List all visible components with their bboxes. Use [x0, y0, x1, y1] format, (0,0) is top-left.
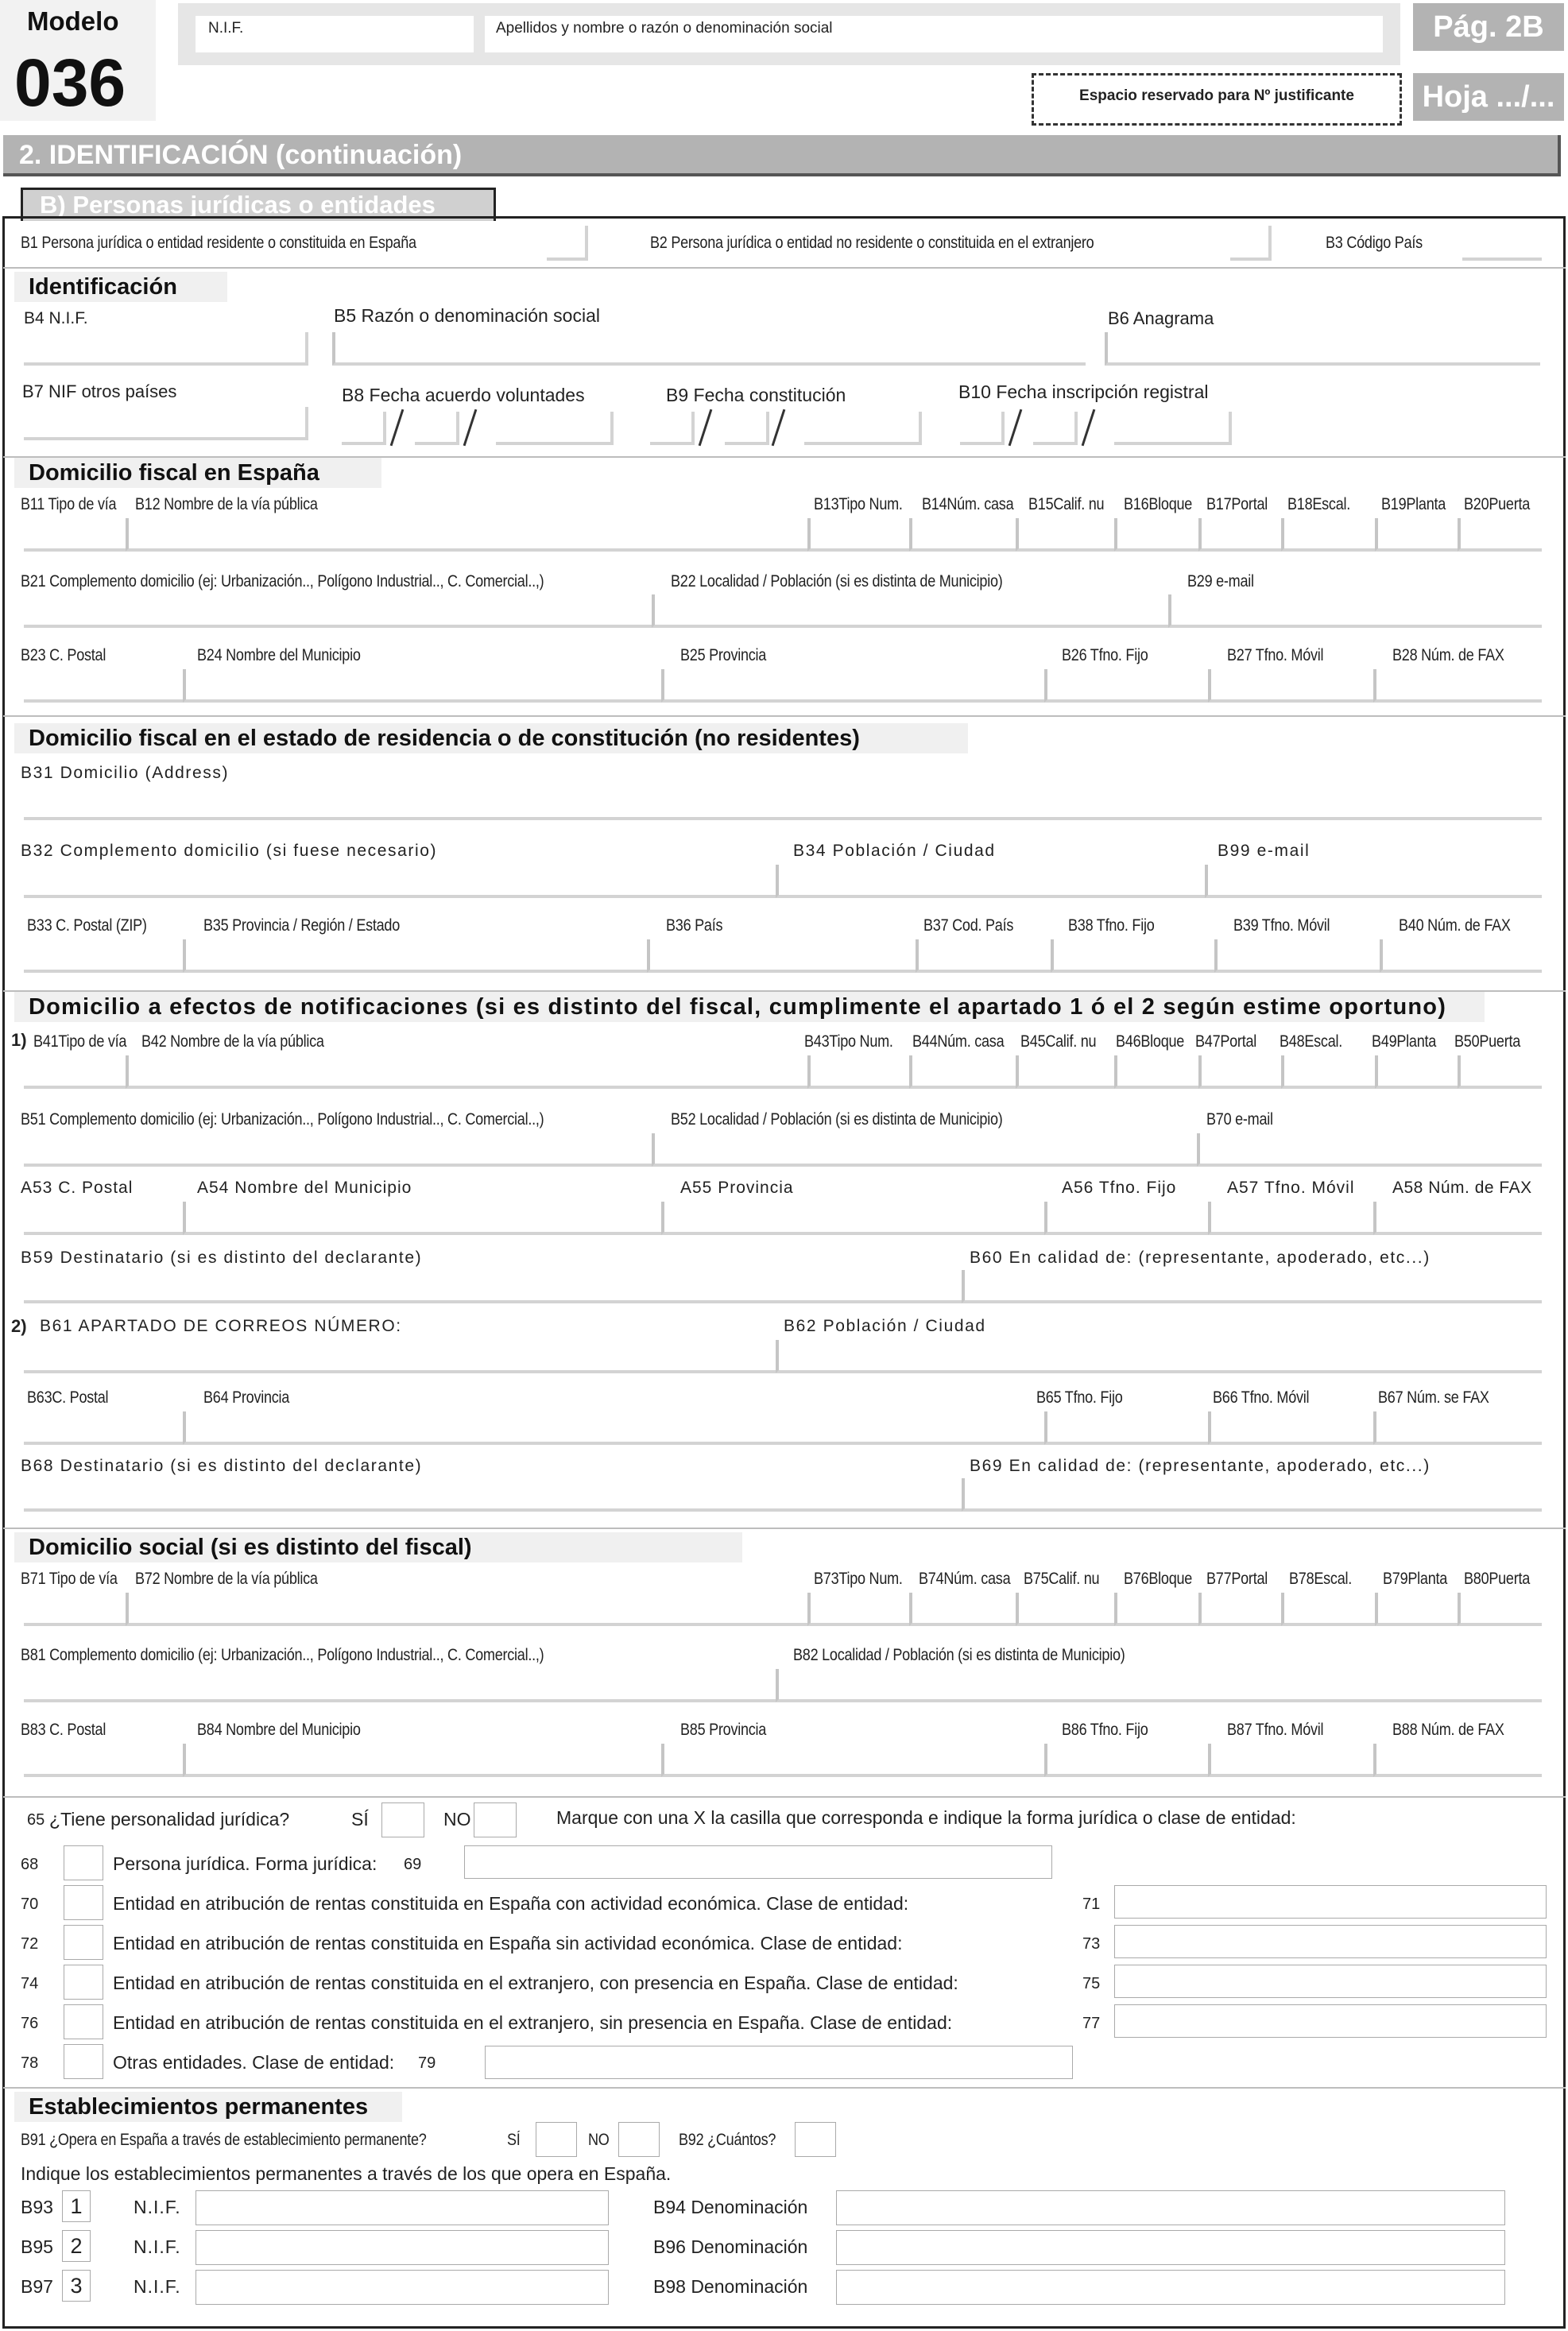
b85-field[interactable] [661, 1744, 1044, 1777]
row-nif-field[interactable] [196, 2230, 609, 2265]
modelo-number: 036 [14, 45, 126, 120]
b9-year[interactable] [804, 412, 922, 445]
b13-field[interactable] [807, 518, 909, 552]
b51-field[interactable] [24, 1133, 652, 1167]
b6-label: B6 Anagrama [1108, 308, 1214, 328]
row-checkbox[interactable] [64, 1885, 103, 1920]
modelo-label: Modelo [27, 6, 119, 36]
b17-field[interactable] [1198, 518, 1281, 552]
b18-field[interactable] [1281, 518, 1375, 552]
a53-label: A53 C. Postal [21, 1179, 134, 1197]
q65-number: 65 [27, 1811, 45, 1829]
row-number: 68 [21, 1856, 39, 1873]
a55-field[interactable] [661, 1202, 1044, 1235]
b9-day[interactable] [650, 412, 695, 445]
b10-label: B10 Fecha inscripción registral [958, 381, 1209, 402]
b64-field[interactable] [183, 1411, 1044, 1445]
b32-field[interactable] [24, 865, 776, 898]
b77-label: B77Portal [1206, 1570, 1268, 1588]
a56-label: A56 Tfno. Fijo [1062, 1179, 1177, 1197]
b3-field[interactable] [1462, 226, 1542, 261]
b37-field[interactable] [916, 939, 1051, 973]
row-checkbox[interactable] [64, 2044, 103, 2079]
b45-field[interactable] [1016, 1055, 1114, 1089]
b99-field[interactable] [1205, 865, 1542, 898]
a55-label: A55 Provincia [680, 1179, 794, 1197]
b36-field[interactable] [647, 939, 916, 973]
b69-field[interactable] [962, 1478, 1542, 1512]
b13-label: B13Tipo Num. [814, 495, 903, 513]
b22-label: B22 Localidad / Población (si es distinta de Municipio) [671, 572, 1003, 590]
row-field[interactable] [1114, 1885, 1547, 1919]
b83-field[interactable] [24, 1744, 183, 1777]
b44-field[interactable] [909, 1055, 1016, 1089]
b66-label: B66 Tfno. Móvil [1213, 1388, 1310, 1407]
b74-field[interactable] [909, 1593, 1016, 1626]
b33-field[interactable] [24, 939, 183, 973]
b82-field[interactable] [776, 1669, 1542, 1702]
b8-month[interactable] [415, 412, 459, 445]
b12-label: B12 Nombre de la vía pública [135, 495, 318, 513]
a57-label: A57 Tfno. Móvil [1227, 1179, 1355, 1197]
b24-label: B24 Nombre del Municipio [197, 646, 361, 664]
b22-field[interactable] [652, 594, 1168, 628]
opt1-label: 1) [11, 1030, 27, 1050]
b81-field[interactable] [24, 1669, 776, 1702]
b4-field[interactable] [24, 332, 308, 366]
b1-checkbox[interactable] [547, 226, 588, 261]
b2-checkbox[interactable] [1230, 226, 1272, 261]
b64-label: B64 Provincia [203, 1388, 290, 1407]
b20-label: B20Puerta [1464, 495, 1531, 513]
b91-si-label: SÍ [507, 2131, 521, 2149]
row-nif-field[interactable] [196, 2270, 609, 2305]
b1-label: B1 Persona jurídica o entidad residente o constituida en España [21, 234, 416, 252]
b76-field[interactable] [1114, 1593, 1198, 1626]
b19-field[interactable] [1375, 518, 1458, 552]
row-den-field[interactable] [836, 2230, 1505, 2265]
b52-field[interactable] [652, 1133, 1197, 1167]
b48-label: B48Escal. [1280, 1032, 1342, 1051]
b50-label: B50Puerta [1454, 1032, 1521, 1051]
row-field[interactable] [1114, 1965, 1547, 1998]
b65-label: B65 Tfno. Fijo [1036, 1388, 1123, 1407]
b91-no-checkbox[interactable] [618, 2122, 660, 2157]
b92-field[interactable] [795, 2122, 836, 2157]
row-index-box: 2 [62, 2230, 91, 2262]
b68-label: B68 Destinatario (si es distinto del declarante) [21, 1457, 423, 1475]
row-code: 71 [1082, 1895, 1101, 1913]
row-den-label: B98 Denominación [653, 2276, 808, 2297]
b71-label: B71 Tipo de vía [21, 1570, 118, 1588]
b27-field[interactable] [1208, 669, 1373, 703]
b21-label: B21 Complemento domicilio (ej: Urbanización.., Polígono Industrial.., C. Comercial..,) [21, 572, 544, 590]
social-title: Domicilio social (si es distinto del fiscal) [14, 1532, 742, 1562]
b12-field[interactable] [126, 518, 807, 552]
row-field[interactable] [485, 2046, 1073, 2079]
b16-field[interactable] [1114, 518, 1198, 552]
b80-field[interactable] [1458, 1593, 1542, 1626]
row-nif-label: N.I.F. [134, 2236, 181, 2257]
b37-label: B37 Cod. País [923, 916, 1014, 935]
b78-label: B78Escal. [1289, 1570, 1352, 1588]
b14-field[interactable] [909, 518, 1016, 552]
b45-label: B45Calif. nu [1020, 1032, 1097, 1051]
b66-field[interactable] [1208, 1411, 1373, 1445]
b28-field[interactable] [1373, 669, 1542, 703]
b34-field[interactable] [776, 865, 1205, 898]
b67-label: B67 Núm. se FAX [1378, 1388, 1489, 1407]
b2-label: B2 Persona jurídica o entidad no residente o constituida en el extranjero [650, 234, 1094, 252]
row-code: B97 [21, 2276, 53, 2297]
row-number: 76 [21, 2015, 39, 2032]
b69-label: B69 En calidad de: (representante, apoderado, etc...) [970, 1457, 1431, 1475]
b3-label: B3 Código País [1326, 234, 1423, 252]
b24-field[interactable] [183, 669, 661, 703]
b34-label: B34 Población / Ciudad [793, 842, 996, 860]
indique-text: Indique los establecimientos permanentes a través de los que opera en España. [21, 2163, 672, 2184]
b28-label: B28 Núm. de FAX [1392, 646, 1504, 664]
b40-field[interactable] [1380, 939, 1542, 973]
b68-field[interactable] [24, 1478, 962, 1512]
row-field[interactable] [1114, 1925, 1547, 1958]
b48-field[interactable] [1281, 1055, 1375, 1089]
b44-label: B44Núm. casa [912, 1032, 1005, 1051]
a57-field[interactable] [1208, 1202, 1373, 1235]
page-badge: Pág. 2B [1413, 3, 1564, 51]
row-code: 77 [1082, 2015, 1101, 2032]
b79-field[interactable] [1375, 1593, 1458, 1626]
row-code: 79 [418, 2054, 436, 2072]
b15-label: B15Calif. nu [1028, 495, 1105, 513]
b31-field[interactable] [24, 787, 1542, 820]
b17-label: B17Portal [1206, 495, 1268, 513]
b41-field[interactable] [24, 1055, 126, 1089]
b25-field[interactable] [661, 669, 1044, 703]
row-checkbox[interactable] [64, 1845, 103, 1880]
b43-field[interactable] [807, 1055, 909, 1089]
b27-label: B27 Tfno. Móvil [1227, 646, 1324, 664]
q65-si-checkbox[interactable] [381, 1802, 424, 1837]
section-title: 2. IDENTIFICACIÓN (continuación) [19, 140, 463, 170]
b74-label: B74Núm. casa [919, 1570, 1011, 1588]
b38-field[interactable] [1051, 939, 1214, 973]
marque-instruction: Marque con una X la casilla que corresponda e indique la forma jurídica o clase de entidad: [556, 1807, 1296, 1828]
apellidos-label: Apellidos y nombre o razón o denominación social [496, 20, 833, 37]
b47-field[interactable] [1198, 1055, 1281, 1089]
b31-label: B31 Domicilio (Address) [21, 764, 230, 782]
b19-label: B19Planta [1381, 495, 1446, 513]
row-index-box: 3 [62, 2270, 91, 2302]
opt2-label: 2) [11, 1316, 27, 1336]
b47-label: B47Portal [1195, 1032, 1256, 1051]
b91-si-checkbox[interactable] [536, 2122, 577, 2157]
b26-label: B26 Tfno. Fijo [1062, 646, 1148, 664]
b49-label: B49Planta [1372, 1032, 1437, 1051]
b49-field[interactable] [1375, 1055, 1458, 1089]
b9-month[interactable] [725, 412, 769, 445]
row-field[interactable] [464, 1845, 1052, 1879]
b91-label: B91 ¿Opera en España a través de establecimiento permanente? [21, 2131, 427, 2149]
b63-field[interactable] [24, 1411, 183, 1445]
b42-field[interactable] [126, 1055, 807, 1089]
b99-label: B99 e-mail [1218, 842, 1311, 860]
b71-field[interactable] [24, 1593, 126, 1626]
b62-label: B62 Población / Ciudad [784, 1317, 986, 1335]
b10-year[interactable] [1114, 412, 1232, 445]
b61-field[interactable] [24, 1340, 776, 1373]
b76-label: B76Bloque [1124, 1570, 1193, 1588]
b85-label: B85 Provincia [680, 1721, 767, 1739]
justificante-label: Espacio reservado para Nº justificante [1079, 87, 1354, 104]
b70-field[interactable] [1197, 1133, 1542, 1167]
b39-field[interactable] [1214, 939, 1380, 973]
b36-label: B36 País [666, 916, 723, 935]
row-code: 73 [1082, 1935, 1101, 1953]
b72-label: B72 Nombre de la vía pública [135, 1570, 318, 1588]
b21-field[interactable] [24, 594, 652, 628]
b88-field[interactable] [1373, 1744, 1542, 1777]
b6-field[interactable] [1105, 332, 1540, 366]
b82-label: B82 Localidad / Población (si es distinta de Municipio) [793, 1646, 1125, 1664]
b8-label: B8 Fecha acuerdo voluntades [342, 385, 585, 405]
q65-si-label: SÍ [351, 1809, 369, 1830]
b8-year[interactable] [496, 412, 614, 445]
row-code: B95 [21, 2236, 53, 2257]
b23-label: B23 C. Postal [21, 646, 106, 664]
b7-field[interactable] [24, 407, 308, 440]
b60-label: B60 En calidad de: (representante, apoderado, etc...) [970, 1249, 1431, 1267]
row-code: 69 [404, 1856, 422, 1873]
b14-label: B14Núm. casa [922, 495, 1014, 513]
b84-field[interactable] [183, 1744, 661, 1777]
q65-label: ¿Tiene personalidad jurídica? [49, 1809, 290, 1830]
b43-label: B43Tipo Num. [804, 1032, 893, 1051]
b46-label: B46Bloque [1116, 1032, 1185, 1051]
nif-label: N.I.F. [208, 20, 244, 37]
q65-no-checkbox[interactable] [474, 1802, 517, 1837]
b87-label: B87 Tfno. Móvil [1227, 1721, 1324, 1739]
b50-field[interactable] [1458, 1055, 1542, 1089]
row-text: Entidad en atribución de rentas constituida en España sin actividad económica. Clase de entidad: [113, 1933, 903, 1953]
row-number: 78 [21, 2054, 39, 2072]
b9-label: B9 Fecha constitución [666, 385, 846, 405]
b63-label: B63C. Postal [27, 1388, 109, 1407]
row-den-label: B94 Denominación [653, 2197, 808, 2217]
b72-field[interactable] [126, 1593, 807, 1626]
b84-label: B84 Nombre del Municipio [197, 1721, 361, 1739]
b39-label: B39 Tfno. Móvil [1233, 916, 1330, 935]
b26-field[interactable] [1044, 669, 1208, 703]
b81-label: B81 Complemento domicilio (ej: Urbanización.., Polígono Industrial.., C. Comercial..,) [21, 1646, 544, 1664]
a54-field[interactable] [183, 1202, 661, 1235]
b41-label: B41Tipo de vía [33, 1032, 127, 1051]
b11-field[interactable] [24, 518, 126, 552]
row-checkbox[interactable] [64, 2004, 103, 2039]
b62-field[interactable] [776, 1340, 1542, 1373]
establecimientos-title: Establecimientos permanentes [14, 2092, 402, 2122]
b65-field[interactable] [1044, 1411, 1208, 1445]
identificacion-title: Identificación [14, 272, 227, 302]
b33-label: B33 C. Postal (ZIP) [27, 916, 147, 935]
a56-field[interactable] [1044, 1202, 1208, 1235]
row-text: Entidad en atribución de rentas constituida en el extranjero, con presencia en España. Clase de entidad: [113, 1973, 958, 1993]
b7-label: B7 NIF otros países [22, 381, 177, 401]
b73-field[interactable] [807, 1593, 909, 1626]
b73-label: B73Tipo Num. [814, 1570, 903, 1588]
row-nif-field[interactable] [196, 2190, 609, 2225]
b75-label: B75Calif. nu [1024, 1570, 1100, 1588]
b88-label: B88 Núm. de FAX [1392, 1721, 1504, 1739]
b59-field[interactable] [24, 1270, 962, 1303]
b77-field[interactable] [1198, 1593, 1281, 1626]
row-text: Entidad en atribución de rentas constituida en España con actividad económica. Clase de entidad: [113, 1893, 909, 1914]
a53-field[interactable] [24, 1202, 183, 1235]
b46-field[interactable] [1114, 1055, 1198, 1089]
row-nif-label: N.I.F. [134, 2197, 181, 2217]
b35-field[interactable] [183, 939, 647, 973]
b18-label: B18Escal. [1287, 495, 1350, 513]
b32-label: B32 Complemento domicilio (si fuese necesario) [21, 842, 438, 860]
b40-label: B40 Núm. de FAX [1399, 916, 1511, 935]
b15-field[interactable] [1016, 518, 1114, 552]
a58-label: A58 Núm. de FAX [1392, 1179, 1532, 1197]
b75-field[interactable] [1016, 1593, 1114, 1626]
b10-day[interactable] [960, 412, 1005, 445]
b8-day[interactable] [342, 412, 386, 445]
b70-label: B70 e-mail [1206, 1110, 1273, 1129]
b51-label: B51 Complemento domicilio (ej: Urbanización.., Polígono Industrial.., C. Comercial..,) [21, 1110, 544, 1129]
b59-label: B59 Destinatario (si es distinto del declarante) [21, 1249, 423, 1267]
notificaciones-title: Domicilio a efectos de notificaciones (si es distinto del fiscal, cumplimente el apartado 1 ó el 2 según estime oportuno) [14, 992, 1485, 1022]
b5-field[interactable] [332, 332, 1086, 366]
subsection-b-label: B) Personas jurídicas o entidades [40, 191, 436, 219]
row-field[interactable] [1114, 2004, 1547, 2038]
row-den-field[interactable] [836, 2190, 1505, 2225]
b11-label: B11 Tipo de vía [21, 495, 117, 513]
b83-label: B83 C. Postal [21, 1721, 106, 1739]
row-den-field[interactable] [836, 2270, 1505, 2305]
row-text: Entidad en atribución de rentas constituida en el extranjero, sin presencia en España. Clase de entidad: [113, 2012, 953, 2033]
row-text: Otras entidades. Clase de entidad: [113, 2052, 395, 2073]
b25-label: B25 Provincia [680, 646, 767, 664]
b42-label: B42 Nombre de la vía pública [141, 1032, 324, 1051]
b4-label: B4 N.I.F. [24, 309, 88, 327]
b86-field[interactable] [1044, 1744, 1208, 1777]
row-checkbox[interactable] [64, 1965, 103, 2000]
b20-field[interactable] [1458, 518, 1542, 552]
b23-field[interactable] [24, 669, 183, 703]
row-number: 72 [21, 1935, 39, 1953]
row-text: Persona jurídica. Forma jurídica: [113, 1853, 377, 1874]
b91-no-label: NO [588, 2131, 610, 2149]
b67-field[interactable] [1373, 1411, 1542, 1445]
b52-label: B52 Localidad / Población (si es distinta de Municipio) [671, 1110, 1003, 1129]
domicilio-fiscal-title: Domicilio fiscal en España [14, 458, 381, 488]
q65-no-label: NO [443, 1809, 471, 1830]
row-index-box: 1 [62, 2190, 91, 2222]
row-nif-label: N.I.F. [134, 2276, 181, 2297]
b5-label: B5 Razón o denominación social [334, 305, 600, 326]
b16-label: B16Bloque [1124, 495, 1193, 513]
b92-label: B92 ¿Cuántos? [679, 2131, 776, 2149]
a54-label: A54 Nombre del Municipio [197, 1179, 412, 1197]
b38-label: B38 Tfno. Fijo [1068, 916, 1155, 935]
b87-field[interactable] [1208, 1744, 1373, 1777]
b29-field[interactable] [1168, 594, 1542, 628]
b60-field[interactable] [962, 1270, 1542, 1303]
row-checkbox[interactable] [64, 1925, 103, 1960]
no-residentes-title: Domicilio fiscal en el estado de residencia o de constitución (no residentes) [14, 723, 968, 753]
b35-label: B35 Provincia / Región / Estado [203, 916, 400, 935]
b78-field[interactable] [1281, 1593, 1375, 1626]
b79-label: B79Planta [1383, 1570, 1448, 1588]
b61-label: B61 APARTADO DE CORREOS NÚMERO: [40, 1317, 402, 1335]
b86-label: B86 Tfno. Fijo [1062, 1721, 1148, 1739]
row-code: 75 [1082, 1975, 1101, 1992]
b29-label: B29 e-mail [1187, 572, 1254, 590]
hoja-badge: Hoja .../... [1413, 73, 1564, 121]
row-code: B93 [21, 2197, 53, 2217]
b80-label: B80Puerta [1464, 1570, 1531, 1588]
row-number: 70 [21, 1895, 39, 1913]
b10-month[interactable] [1033, 412, 1078, 445]
row-den-label: B96 Denominación [653, 2236, 808, 2257]
a58-field[interactable] [1373, 1202, 1542, 1235]
row-number: 74 [21, 1975, 39, 1992]
